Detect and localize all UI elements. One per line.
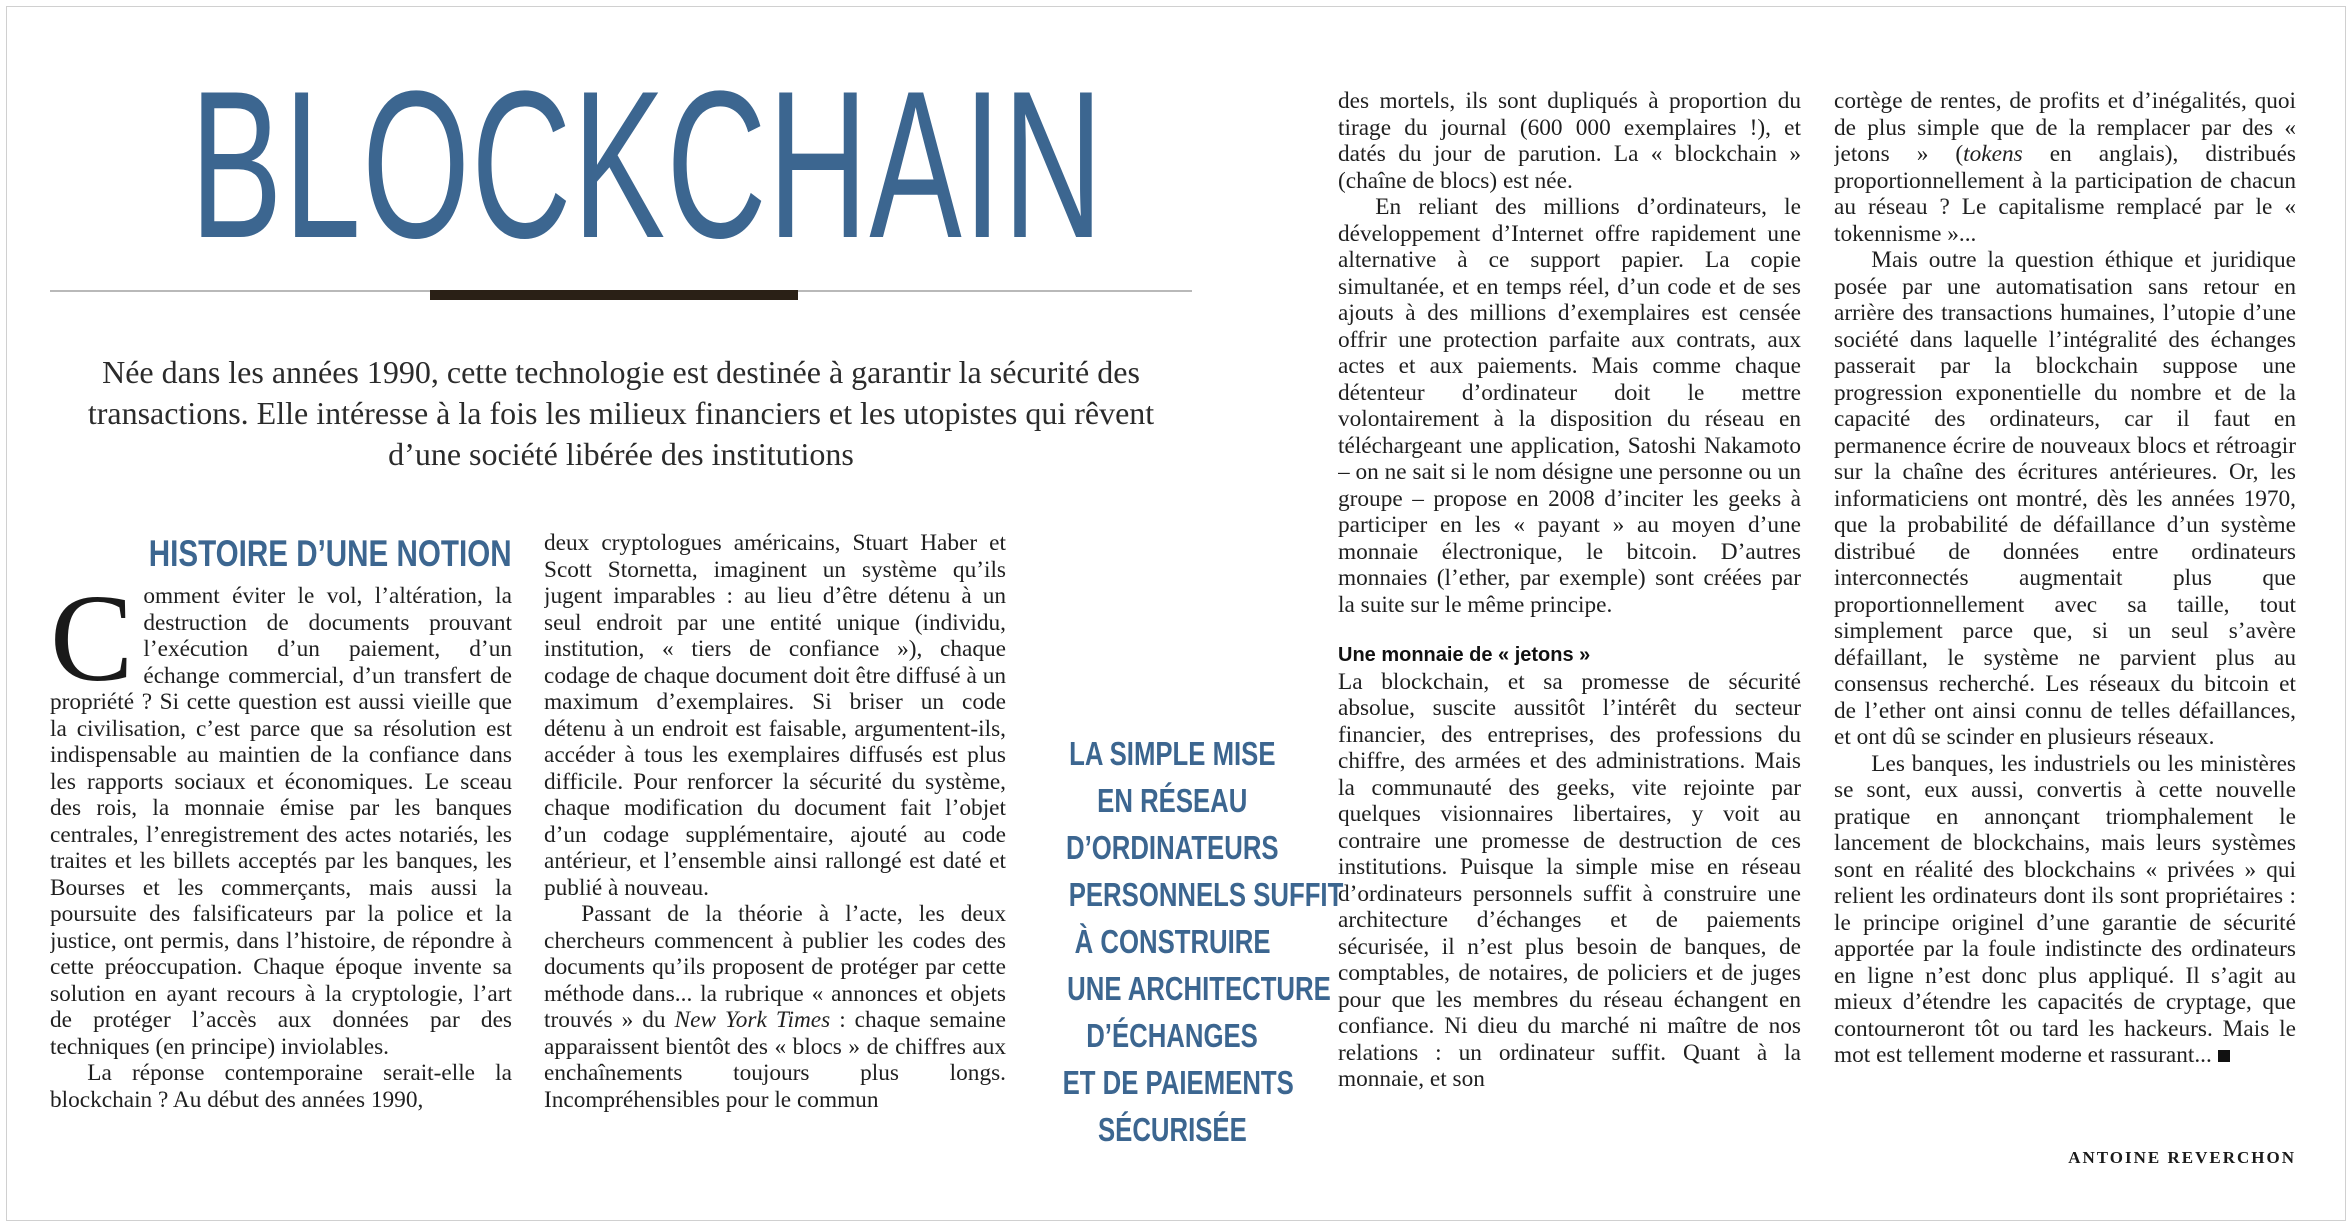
pull-quote-line: SÉCURISÉE <box>1098 1111 1247 1148</box>
paragraph-text: Les banques, les industriels ou les ministères se sont, eux aussi, convertis à cette nouvelle pratique en annonçant triomphalement le lancement de blockchains, mais leurs systèmes sont en réalité des blockchains « privées » qui relient les ordinateurs dont ils sont propriétaires : le principe originel d’une garantie de sécurité apportée par la foule indistincte des ordinateurs en ligne n’est donc plus appliqué. Il s’agit au mieux d’étendre les capacités de cryptage, que contourneront tôt ou tard les hackeurs. Mais le mot est tellement moderne et rassurant... <box>1834 750 2296 1068</box>
column-3 <box>1338 88 1801 1173</box>
pull-quote-line: D’ÉCHANGES <box>1086 1017 1259 1054</box>
paragraph <box>1834 751 2296 1069</box>
pull-quote-line: LA SIMPLE MISE <box>1069 735 1276 772</box>
end-mark-icon <box>2218 1050 2230 1062</box>
drop-cap: C <box>50 583 134 708</box>
pull-quote-line: PERSONNELS SUFFIT <box>1068 876 1344 913</box>
column-2 <box>544 530 1006 1173</box>
pull-quote-line: À CONSTRUIRE <box>1074 923 1271 960</box>
paragraph <box>544 901 1006 1113</box>
paragraph <box>50 583 512 1060</box>
headline-rule-accent <box>430 290 798 300</box>
italic-term: tokens <box>1963 141 2023 167</box>
pull-quote-line: D’ORDINATEURS <box>1066 829 1279 866</box>
paragraph-text: cortège de rentes, de profits et d’inégalités, quoi de plus simple que de la remplacer par des « jetons » ( <box>1834 88 2296 167</box>
paragraph-text: omment éviter le vol, l’altération, la destruction de documents prouvant l’exécution d’un paiement, d’un échange commercial, d’un transfert de propriété ? Si cette question est aussi vieille que la civilisation, c’est parce que sa résolution est indispensable au maintien de la confiance dans les rapports sociaux et économiques. Le sceau des rois, la monnaie émise par les banques centrales, l’enregistrement des actes notariés, les traites et les billets acceptés par les banques, les Bourses et les commerçants, mais aussi la poursuite des falsificateurs par la police et la justice, ont permis, dans l’histoire, de répondre à cette préoccupation. Chaque époque invente sa solution en ayant recours à la cryptologie, l’art de protéger l’accès aux données par des techniques (en principe) inviolables. <box>50 583 512 1060</box>
paragraph: La blockchain, et sa promesse de sécurité absolue, suscite aussitôt l’intérêt du secteur financier, des entreprises, des professions du chiffre, des armées et des administrations. Mais la communauté des geeks, vite rejointe par quelques visionnaires libertaires, y voit au contraire une promesse de destruction de ces institutions. Puisque la simple mise en réseau d’ordinateurs personnels suffit à construire une architecture d’échanges et de paiements sécurisée, il n’est plus besoin de banques, de comptables, de notaires, de policiers et de juges pour que les membres du réseau échangent en confiance. Ni dieu du marché ni maître de nos relations : un ordinateur suffit. Quant à la monnaie, et son <box>1338 668 1801 1092</box>
subhead: Une monnaie de « jetons » <box>1338 644 1591 666</box>
pull-quote-line: EN RÉSEAU <box>1097 782 1248 819</box>
pull-quote <box>1030 730 1344 1153</box>
standfirst: Née dans les années 1990, cette technologie est destinée à garantir la sécurité des transactions. Elle intéresse à la fois les milieux financiers et les utopistes qui rêvent d’une société libérée des institutions <box>87 354 1155 472</box>
section-heading <box>50 530 512 578</box>
paragraph-text: en anglais), distribués proportionnellement à la participation de chacun au réseau ? Le capitalisme remplacé par le « tokennisme »... <box>1834 141 2296 247</box>
newspaper-title: New York Times <box>674 1007 831 1033</box>
byline: ANTOINE REVERCHON <box>2068 1148 2296 1167</box>
column-1 <box>50 583 512 1173</box>
paragraph: deux cryptologues américains, Stuart Haber et Scott Stornetta, imaginent un système qu’ils jugent imparables : au lieu d’être détenu à un seul endroit par une entité unique (individu, institution, « tiers de confiance »), chaque codage de chaque document doit être diffusé à un maximum d’exemplaires. Si briser un code détenu à un endroit est faisable, argumentent-ils, accéder à tous les exemplaires diffusés est plus difficile. Pour renforcer la sécurité du système, chaque modification du document fait l’objet d’un codage supplémentaire, ajouté au code antérieur, et l’ensemble ainsi rallongé est daté et publié à nouveau. <box>544 530 1006 901</box>
paragraph: La réponse contemporaine serait-elle la blockchain ? Au début des années 1990, <box>50 1060 512 1113</box>
section-heading-text: HISTOIRE D’UNE NOTION <box>149 533 512 574</box>
paragraph-text: Passant de la théorie à l’acte, les deux chercheurs commencent à publier les codes des documents qu’ils proposent de protéger par cette méthode dans... la rubrique « annonces et objets trouvés » du <box>544 901 1006 1033</box>
paragraph: En reliant des millions d’ordinateurs, le développement d’Internet offre rapidement une alternative à ce support papier. La copie simultanée, et en temps réel, d’un code et de ses ajouts à des millions d’exemplaires est censée offrir une protection parfaite aux contrats, aux actes et aux paiements. Mais comme chaque détenteur d’ordinateur doit le mettre volontairement à la disposition du réseau en téléchargeant une application, Satoshi Nakamoto – on ne sait si le nom désigne une personne ou un groupe – propose en 2008 d’inciter les geeks à participer en les « payant » au moyen d’une monnaie électronique, le bitcoin. D’autres monnaies (l’ether, par exemple) sont créées par la suite sur le même principe. <box>1338 194 1801 618</box>
paragraph-text: : chaque semaine apparaissent bientôt des « blocs » de chiffres aux enchaînements toujours plus longs. Incompréhensibles pour le commun <box>544 1007 1006 1113</box>
pull-quote-line: ET DE PAIEMENTS <box>1062 1064 1294 1101</box>
column-4 <box>1834 88 2296 1173</box>
paragraph: Mais outre la question éthique et juridique posée par une automatisation sans retour en arrière des transactions humaines, l’utopie d’une société dans laquelle l’intégralité des échanges passerait par la blockchain suppose une progression exponentielle du nombre et de la capacité des ordinateurs, car il faut en permanence écrire de nouveaux blocs et rétroagir sur la chaîne des écritures antérieures. Or, les informaticiens ont montré, dès les années 1970, que la probabilité de défaillance d’un système distribué de données entre ordinateurs interconnectés augmentait plus que proportionnellement avec sa taille, tout simplement parce que, si un seul s’avère défaillant, le système ne parvient plus au consensus recherché. Les réseaux du bitcoin et de l’ether ont ainsi connu de telles défaillances, et ont dû se scinder en plusieurs réseaux. <box>1834 247 2296 750</box>
paragraph <box>1834 88 2296 247</box>
pull-quote-line: UNE ARCHITECTURE <box>1067 970 1331 1007</box>
paragraph: des mortels, ils sont dupliqués à proportion du tirage du journal (600 000 exemplaires !), et datés du jour de parution. La « blockchain » (chaîne de blocs) est née. <box>1338 88 1801 194</box>
headline: BLOCKCHAIN <box>190 47 1105 282</box>
